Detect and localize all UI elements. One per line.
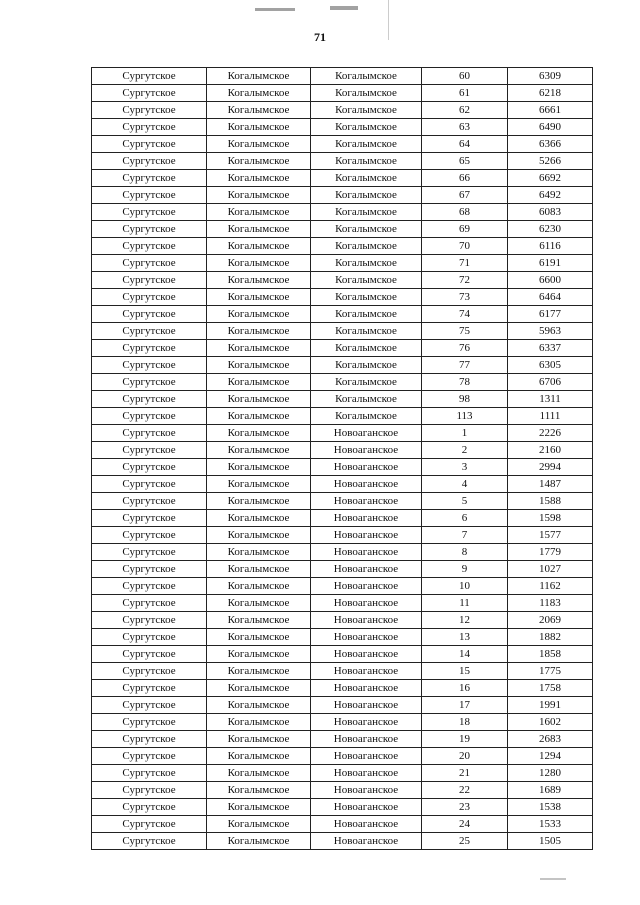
table-row — [92, 68, 593, 85]
value-cell: 2160 — [508, 442, 593, 459]
table-row — [92, 833, 593, 850]
table-row — [92, 544, 593, 561]
number-cell: 66 — [422, 170, 508, 187]
field-cell: Когалымское — [311, 391, 422, 408]
table-row — [92, 187, 593, 204]
value-cell: 1294 — [508, 748, 593, 765]
scan-artifact-top-left — [255, 8, 295, 11]
value-cell: 1162 — [508, 578, 593, 595]
table-row — [92, 816, 593, 833]
deposit-cell: Сургутское — [92, 187, 207, 204]
deposit-cell: Сургутское — [92, 595, 207, 612]
deposit-cell: Сургутское — [92, 153, 207, 170]
district-cell: Когалымское — [207, 833, 311, 850]
table-row — [92, 153, 593, 170]
value-cell: 1538 — [508, 799, 593, 816]
table-row — [92, 136, 593, 153]
value-cell: 6191 — [508, 255, 593, 272]
value-cell: 1779 — [508, 544, 593, 561]
deposit-cell: Сургутское — [92, 782, 207, 799]
district-cell: Когалымское — [207, 544, 311, 561]
deposit-cell: Сургутское — [92, 680, 207, 697]
scan-artifact-bottom-right — [540, 878, 566, 880]
deposit-cell: Сургутское — [92, 204, 207, 221]
number-cell: 20 — [422, 748, 508, 765]
value-cell: 1311 — [508, 391, 593, 408]
value-cell: 2683 — [508, 731, 593, 748]
district-cell: Когалымское — [207, 714, 311, 731]
number-cell: 73 — [422, 289, 508, 306]
table-row — [92, 408, 593, 425]
district-cell: Когалымское — [207, 731, 311, 748]
deposit-cell: Сургутское — [92, 323, 207, 340]
district-cell: Когалымское — [207, 204, 311, 221]
value-cell: 1598 — [508, 510, 593, 527]
deposit-cell: Сургутское — [92, 442, 207, 459]
field-cell: Новоаганское — [311, 680, 422, 697]
value-cell: 6600 — [508, 272, 593, 289]
table-row — [92, 527, 593, 544]
number-cell: 7 — [422, 527, 508, 544]
deposit-cell: Сургутское — [92, 544, 207, 561]
district-cell: Когалымское — [207, 340, 311, 357]
district-cell: Когалымское — [207, 561, 311, 578]
deposit-cell: Сургутское — [92, 493, 207, 510]
field-cell: Новоаганское — [311, 476, 422, 493]
field-cell: Новоаганское — [311, 527, 422, 544]
district-cell: Когалымское — [207, 391, 311, 408]
number-cell: 12 — [422, 612, 508, 629]
deposit-cell: Сургутское — [92, 68, 207, 85]
district-cell: Когалымское — [207, 306, 311, 323]
value-cell: 1487 — [508, 476, 593, 493]
number-cell: 4 — [422, 476, 508, 493]
number-cell: 5 — [422, 493, 508, 510]
number-cell: 1 — [422, 425, 508, 442]
number-cell: 24 — [422, 816, 508, 833]
value-cell: 1775 — [508, 663, 593, 680]
table-row — [92, 731, 593, 748]
field-cell: Новоаганское — [311, 646, 422, 663]
value-cell: 2226 — [508, 425, 593, 442]
number-cell: 62 — [422, 102, 508, 119]
number-cell: 2 — [422, 442, 508, 459]
district-cell: Когалымское — [207, 408, 311, 425]
value-cell: 2994 — [508, 459, 593, 476]
value-cell: 6490 — [508, 119, 593, 136]
table-body — [92, 68, 593, 850]
table-row — [92, 442, 593, 459]
district-cell: Когалымское — [207, 510, 311, 527]
number-cell: 18 — [422, 714, 508, 731]
district-cell: Когалымское — [207, 459, 311, 476]
value-cell: 6706 — [508, 374, 593, 391]
table-row — [92, 799, 593, 816]
deposit-cell: Сургутское — [92, 238, 207, 255]
number-cell: 64 — [422, 136, 508, 153]
value-cell: 6177 — [508, 306, 593, 323]
field-cell: Когалымское — [311, 136, 422, 153]
value-cell: 6083 — [508, 204, 593, 221]
deposit-cell: Сургутское — [92, 646, 207, 663]
field-cell: Когалымское — [311, 221, 422, 238]
district-cell: Когалымское — [207, 170, 311, 187]
table-row — [92, 629, 593, 646]
field-cell: Когалымское — [311, 68, 422, 85]
deposit-cell: Сургутское — [92, 255, 207, 272]
number-cell: 72 — [422, 272, 508, 289]
table-row — [92, 221, 593, 238]
number-cell: 63 — [422, 119, 508, 136]
table-row — [92, 493, 593, 510]
district-cell: Когалымское — [207, 153, 311, 170]
district-cell: Когалымское — [207, 476, 311, 493]
table-row — [92, 748, 593, 765]
table-row — [92, 170, 593, 187]
district-cell: Когалымское — [207, 374, 311, 391]
deposit-cell: Сургутское — [92, 629, 207, 646]
deposit-cell: Сургутское — [92, 102, 207, 119]
deposit-cell: Сургутское — [92, 527, 207, 544]
district-cell: Когалымское — [207, 493, 311, 510]
district-cell: Когалымское — [207, 595, 311, 612]
deposit-cell: Сургутское — [92, 357, 207, 374]
field-cell: Новоаганское — [311, 578, 422, 595]
table-row — [92, 340, 593, 357]
table-row — [92, 204, 593, 221]
district-cell: Когалымское — [207, 289, 311, 306]
deposit-cell: Сургутское — [92, 799, 207, 816]
field-cell: Когалымское — [311, 306, 422, 323]
district-cell: Когалымское — [207, 782, 311, 799]
number-cell: 15 — [422, 663, 508, 680]
number-cell: 14 — [422, 646, 508, 663]
number-cell: 23 — [422, 799, 508, 816]
district-cell: Когалымское — [207, 799, 311, 816]
table-row — [92, 782, 593, 799]
number-cell: 8 — [422, 544, 508, 561]
district-cell: Когалымское — [207, 697, 311, 714]
deposit-cell: Сургутское — [92, 425, 207, 442]
table-row — [92, 425, 593, 442]
deposit-cell: Сургутское — [92, 748, 207, 765]
number-cell: 16 — [422, 680, 508, 697]
field-cell: Когалымское — [311, 374, 422, 391]
field-cell: Новоаганское — [311, 510, 422, 527]
number-cell: 17 — [422, 697, 508, 714]
district-cell: Когалымское — [207, 612, 311, 629]
value-cell: 5266 — [508, 153, 593, 170]
field-cell: Новоаганское — [311, 782, 422, 799]
number-cell: 13 — [422, 629, 508, 646]
value-cell: 6305 — [508, 357, 593, 374]
deposit-cell: Сургутское — [92, 510, 207, 527]
district-cell: Когалымское — [207, 68, 311, 85]
deposit-cell: Сургутское — [92, 289, 207, 306]
deposit-cell: Сургутское — [92, 816, 207, 833]
field-cell: Когалымское — [311, 357, 422, 374]
deposit-cell: Сургутское — [92, 731, 207, 748]
value-cell: 6692 — [508, 170, 593, 187]
table-row — [92, 272, 593, 289]
table-row — [92, 578, 593, 595]
district-cell: Когалымское — [207, 255, 311, 272]
deposit-cell: Сургутское — [92, 697, 207, 714]
table-row — [92, 357, 593, 374]
field-cell: Новоаганское — [311, 748, 422, 765]
deposit-cell: Сургутское — [92, 714, 207, 731]
number-cell: 77 — [422, 357, 508, 374]
value-cell: 6218 — [508, 85, 593, 102]
value-cell: 1027 — [508, 561, 593, 578]
district-cell: Когалымское — [207, 765, 311, 782]
field-cell: Новоаганское — [311, 595, 422, 612]
field-cell: Новоаганское — [311, 612, 422, 629]
number-cell: 11 — [422, 595, 508, 612]
deposit-cell: Сургутское — [92, 578, 207, 595]
value-cell: 6661 — [508, 102, 593, 119]
field-cell: Когалымское — [311, 340, 422, 357]
deposit-cell: Сургутское — [92, 221, 207, 238]
table-row — [92, 561, 593, 578]
district-cell: Когалымское — [207, 187, 311, 204]
table-row — [92, 323, 593, 340]
data-table — [91, 67, 593, 850]
field-cell: Новоаганское — [311, 816, 422, 833]
district-cell: Когалымское — [207, 578, 311, 595]
district-cell: Когалымское — [207, 119, 311, 136]
deposit-cell: Сургутское — [92, 459, 207, 476]
field-cell: Новоаганское — [311, 629, 422, 646]
district-cell: Когалымское — [207, 646, 311, 663]
number-cell: 69 — [422, 221, 508, 238]
field-cell: Когалымское — [311, 85, 422, 102]
number-cell: 67 — [422, 187, 508, 204]
field-cell: Новоаганское — [311, 459, 422, 476]
table-row — [92, 391, 593, 408]
table-row — [92, 680, 593, 697]
deposit-cell: Сургутское — [92, 374, 207, 391]
number-cell: 78 — [422, 374, 508, 391]
number-cell: 70 — [422, 238, 508, 255]
field-cell: Новоаганское — [311, 544, 422, 561]
value-cell: 6116 — [508, 238, 593, 255]
field-cell: Новоаганское — [311, 561, 422, 578]
table-row — [92, 663, 593, 680]
district-cell: Когалымское — [207, 442, 311, 459]
table-row — [92, 697, 593, 714]
number-cell: 71 — [422, 255, 508, 272]
district-cell: Когалымское — [207, 748, 311, 765]
value-cell: 1505 — [508, 833, 593, 850]
district-cell: Когалымское — [207, 85, 311, 102]
field-cell: Новоаганское — [311, 442, 422, 459]
district-cell: Когалымское — [207, 663, 311, 680]
field-cell: Когалымское — [311, 408, 422, 425]
district-cell: Когалымское — [207, 238, 311, 255]
field-cell: Когалымское — [311, 187, 422, 204]
table-row — [92, 85, 593, 102]
field-cell: Новоаганское — [311, 765, 422, 782]
number-cell: 3 — [422, 459, 508, 476]
value-cell: 1858 — [508, 646, 593, 663]
field-cell: Новоаганское — [311, 714, 422, 731]
deposit-cell: Сургутское — [92, 476, 207, 493]
table-row — [92, 119, 593, 136]
district-cell: Когалымское — [207, 357, 311, 374]
value-cell: 6464 — [508, 289, 593, 306]
value-cell: 1111 — [508, 408, 593, 425]
number-cell: 19 — [422, 731, 508, 748]
table-row — [92, 646, 593, 663]
number-cell: 65 — [422, 153, 508, 170]
field-cell: Новоаганское — [311, 697, 422, 714]
field-cell: Когалымское — [311, 272, 422, 289]
deposit-cell: Сургутское — [92, 306, 207, 323]
deposit-cell: Сургутское — [92, 561, 207, 578]
value-cell: 1882 — [508, 629, 593, 646]
value-cell: 1758 — [508, 680, 593, 697]
value-cell: 1602 — [508, 714, 593, 731]
table-row — [92, 238, 593, 255]
table-row — [92, 459, 593, 476]
number-cell: 113 — [422, 408, 508, 425]
field-cell: Новоаганское — [311, 799, 422, 816]
number-cell: 60 — [422, 68, 508, 85]
field-cell: Новоаганское — [311, 731, 422, 748]
table-row — [92, 289, 593, 306]
table-row — [92, 714, 593, 731]
table-row — [92, 476, 593, 493]
number-cell: 25 — [422, 833, 508, 850]
field-cell: Новоаганское — [311, 493, 422, 510]
number-cell: 9 — [422, 561, 508, 578]
value-cell: 1533 — [508, 816, 593, 833]
deposit-cell: Сургутское — [92, 833, 207, 850]
district-cell: Когалымское — [207, 629, 311, 646]
table-row — [92, 612, 593, 629]
district-cell: Когалымское — [207, 680, 311, 697]
number-cell: 6 — [422, 510, 508, 527]
table-row — [92, 510, 593, 527]
deposit-cell: Сургутское — [92, 612, 207, 629]
value-cell: 6492 — [508, 187, 593, 204]
field-cell: Когалымское — [311, 323, 422, 340]
value-cell: 2069 — [508, 612, 593, 629]
value-cell: 1689 — [508, 782, 593, 799]
value-cell: 1183 — [508, 595, 593, 612]
scan-artifact-top-right — [330, 6, 358, 10]
table-row — [92, 765, 593, 782]
deposit-cell: Сургутское — [92, 663, 207, 680]
number-cell: 76 — [422, 340, 508, 357]
number-cell: 22 — [422, 782, 508, 799]
value-cell: 1577 — [508, 527, 593, 544]
field-cell: Когалымское — [311, 238, 422, 255]
district-cell: Когалымское — [207, 323, 311, 340]
value-cell: 6337 — [508, 340, 593, 357]
district-cell: Когалымское — [207, 221, 311, 238]
field-cell: Когалымское — [311, 289, 422, 306]
deposit-cell: Сургутское — [92, 408, 207, 425]
number-cell: 61 — [422, 85, 508, 102]
number-cell: 74 — [422, 306, 508, 323]
field-cell: Когалымское — [311, 204, 422, 221]
table-row — [92, 374, 593, 391]
field-cell: Когалымское — [311, 170, 422, 187]
number-cell: 75 — [422, 323, 508, 340]
district-cell: Когалымское — [207, 425, 311, 442]
value-cell: 1280 — [508, 765, 593, 782]
field-cell: Когалымское — [311, 119, 422, 136]
field-cell: Новоаганское — [311, 663, 422, 680]
value-cell: 6230 — [508, 221, 593, 238]
field-cell: Когалымское — [311, 153, 422, 170]
value-cell: 6366 — [508, 136, 593, 153]
district-cell: Когалымское — [207, 272, 311, 289]
number-cell: 21 — [422, 765, 508, 782]
number-cell: 10 — [422, 578, 508, 595]
field-cell: Когалымское — [311, 102, 422, 119]
district-cell: Когалымское — [207, 102, 311, 119]
value-cell: 5963 — [508, 323, 593, 340]
number-cell: 98 — [422, 391, 508, 408]
deposit-cell: Сургутское — [92, 765, 207, 782]
page-number: 71 — [314, 30, 326, 44]
field-cell: Новоаганское — [311, 833, 422, 850]
district-cell: Когалымское — [207, 527, 311, 544]
deposit-cell: Сургутское — [92, 136, 207, 153]
deposit-cell: Сургутское — [92, 170, 207, 187]
deposit-cell: Сургутское — [92, 391, 207, 408]
value-cell: 1588 — [508, 493, 593, 510]
field-cell: Новоаганское — [311, 425, 422, 442]
value-cell: 1991 — [508, 697, 593, 714]
table-row — [92, 306, 593, 323]
table-row — [92, 255, 593, 272]
table-row — [92, 595, 593, 612]
field-cell: Когалымское — [311, 255, 422, 272]
district-cell: Когалымское — [207, 816, 311, 833]
district-cell: Когалымское — [207, 136, 311, 153]
table-row — [92, 102, 593, 119]
deposit-cell: Сургутское — [92, 85, 207, 102]
deposit-cell: Сургутское — [92, 340, 207, 357]
number-cell: 68 — [422, 204, 508, 221]
value-cell: 6309 — [508, 68, 593, 85]
deposit-cell: Сургутское — [92, 272, 207, 289]
deposit-cell: Сургутское — [92, 119, 207, 136]
